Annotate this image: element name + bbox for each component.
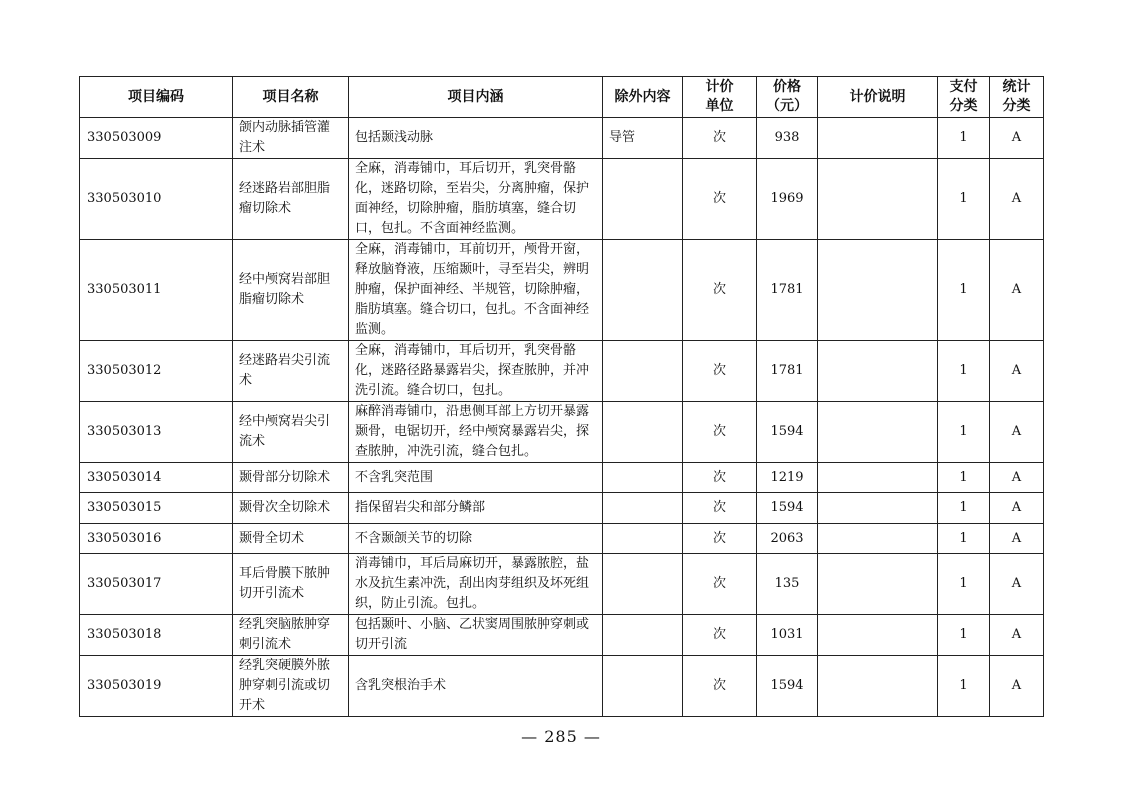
cell-price: 1781 xyxy=(757,341,818,402)
cell-unit: 次 xyxy=(683,554,757,615)
cell-excluded xyxy=(603,554,683,615)
cell-code: 330503011 xyxy=(80,240,233,341)
cell-code: 330503018 xyxy=(80,615,233,656)
cell-stat-category: A xyxy=(990,402,1044,463)
cell-stat-category: A xyxy=(990,240,1044,341)
header-price: 价格 （元） xyxy=(757,77,818,118)
cell-pricing-note xyxy=(818,493,938,524)
cell-pricing-note xyxy=(818,524,938,554)
cell-content: 全麻，消毒铺巾，耳后切开，乳突骨骼化，迷路切除，至岩尖，分离肿瘤，保护面神经，切除肿瘤，脂肪填塞，缝合切口，包扎。不含面神经监测。 xyxy=(349,159,603,240)
cell-excluded: 导管 xyxy=(603,118,683,159)
cell-unit: 次 xyxy=(683,118,757,159)
cell-code: 330503009 xyxy=(80,118,233,159)
table-row xyxy=(80,656,1044,717)
cell-content: 含乳突根治手术 xyxy=(349,656,603,717)
table-row xyxy=(80,402,1044,463)
cell-price: 2063 xyxy=(757,524,818,554)
cell-unit: 次 xyxy=(683,524,757,554)
table-row xyxy=(80,341,1044,402)
cell-stat-category: A xyxy=(990,118,1044,159)
cell-pricing-note xyxy=(818,159,938,240)
cell-unit: 次 xyxy=(683,341,757,402)
table-row xyxy=(80,615,1044,656)
cell-unit: 次 xyxy=(683,493,757,524)
cell-price: 1969 xyxy=(757,159,818,240)
cell-price: 1219 xyxy=(757,463,818,493)
cell-stat-category: A xyxy=(990,493,1044,524)
cell-code: 330503014 xyxy=(80,463,233,493)
cell-excluded xyxy=(603,615,683,656)
cell-pricing-note xyxy=(818,240,938,341)
cell-excluded xyxy=(603,240,683,341)
cell-stat-category: A xyxy=(990,159,1044,240)
cell-excluded xyxy=(603,524,683,554)
cell-content: 麻醉消毒铺巾，沿患侧耳部上方切开暴露颞骨，电锯切开，经中颅窝暴露岩尖，探查脓肿，冲洗引流，缝合包扎。 xyxy=(349,402,603,463)
cell-price: 1031 xyxy=(757,615,818,656)
cell-name: 颌内动脉插管灌注术 xyxy=(233,118,349,159)
cell-content: 指保留岩尖和部分鳞部 xyxy=(349,493,603,524)
cell-code: 330503010 xyxy=(80,159,233,240)
header-content: 项目内涵 xyxy=(349,77,603,118)
header-stat-category: 统计 分类 xyxy=(990,77,1044,118)
cell-pricing-note xyxy=(818,615,938,656)
cell-payment-category: 1 xyxy=(938,341,990,402)
cell-name: 经迷路岩部胆脂瘤切除术 xyxy=(233,159,349,240)
header-name: 项目名称 xyxy=(233,77,349,118)
cell-excluded xyxy=(603,341,683,402)
cell-excluded xyxy=(603,493,683,524)
cell-pricing-note xyxy=(818,554,938,615)
cell-content: 包括颞叶、小脑、乙状窦周围脓肿穿刺或切开引流 xyxy=(349,615,603,656)
cell-unit: 次 xyxy=(683,402,757,463)
cell-name: 经乳突硬膜外脓肿穿刺引流或切开术 xyxy=(233,656,349,717)
cell-excluded xyxy=(603,159,683,240)
header-pricing-note: 计价说明 xyxy=(818,77,938,118)
cell-name: 颞骨次全切除术 xyxy=(233,493,349,524)
cell-code: 330503017 xyxy=(80,554,233,615)
cell-stat-category: A xyxy=(990,656,1044,717)
header-unit: 计价 单位 xyxy=(683,77,757,118)
header-code: 项目编码 xyxy=(80,77,233,118)
cell-code: 330503019 xyxy=(80,656,233,717)
cell-payment-category: 1 xyxy=(938,615,990,656)
cell-name: 经迷路岩尖引流术 xyxy=(233,341,349,402)
cell-unit: 次 xyxy=(683,656,757,717)
table-row xyxy=(80,118,1044,159)
cell-price: 938 xyxy=(757,118,818,159)
cell-price: 1594 xyxy=(757,402,818,463)
cell-content: 不含乳突范围 xyxy=(349,463,603,493)
price-table xyxy=(79,76,1044,717)
cell-payment-category: 1 xyxy=(938,159,990,240)
cell-unit: 次 xyxy=(683,615,757,656)
cell-pricing-note xyxy=(818,341,938,402)
cell-price: 135 xyxy=(757,554,818,615)
cell-name: 经中颅窝岩部胆脂瘤切除术 xyxy=(233,240,349,341)
table-row xyxy=(80,524,1044,554)
cell-name: 颞骨部分切除术 xyxy=(233,463,349,493)
cell-content: 消毒铺巾，耳后局麻切开，暴露脓腔，盐水及抗生素冲洗，刮出肉芽组织及坏死组织，防止引流。包扎。 xyxy=(349,554,603,615)
table-row xyxy=(80,493,1044,524)
cell-unit: 次 xyxy=(683,159,757,240)
cell-stat-category: A xyxy=(990,554,1044,615)
cell-code: 330503012 xyxy=(80,341,233,402)
cell-payment-category: 1 xyxy=(938,402,990,463)
cell-pricing-note xyxy=(818,463,938,493)
cell-price: 1594 xyxy=(757,493,818,524)
page-number: — 285 — xyxy=(521,727,601,746)
cell-name: 经中颅窝岩尖引流术 xyxy=(233,402,349,463)
table-row xyxy=(80,159,1044,240)
cell-payment-category: 1 xyxy=(938,656,990,717)
cell-name: 颞骨全切术 xyxy=(233,524,349,554)
cell-code: 330503016 xyxy=(80,524,233,554)
table-header-row xyxy=(80,77,1044,118)
header-excluded: 除外内容 xyxy=(603,77,683,118)
cell-unit: 次 xyxy=(683,240,757,341)
cell-name: 耳后骨膜下脓肿切开引流术 xyxy=(233,554,349,615)
cell-stat-category: A xyxy=(990,524,1044,554)
cell-content: 不含颞颌关节的切除 xyxy=(349,524,603,554)
table-row xyxy=(80,554,1044,615)
cell-payment-category: 1 xyxy=(938,463,990,493)
cell-payment-category: 1 xyxy=(938,524,990,554)
cell-name: 经乳突脑脓肿穿刺引流术 xyxy=(233,615,349,656)
cell-stat-category: A xyxy=(990,463,1044,493)
cell-excluded xyxy=(603,656,683,717)
cell-pricing-note xyxy=(818,656,938,717)
cell-payment-category: 1 xyxy=(938,493,990,524)
cell-price: 1594 xyxy=(757,656,818,717)
cell-pricing-note xyxy=(818,118,938,159)
cell-content: 全麻，消毒铺巾，耳前切开，颅骨开窗，释放脑脊液，压缩颞叶，寻至岩尖，辨明肿瘤，保护面神经、半规管，切除肿瘤，脂肪填塞。缝合切口，包扎。不含面神经监测。 xyxy=(349,240,603,341)
cell-price: 1781 xyxy=(757,240,818,341)
cell-pricing-note xyxy=(818,402,938,463)
cell-payment-category: 1 xyxy=(938,240,990,341)
cell-stat-category: A xyxy=(990,341,1044,402)
table-row xyxy=(80,240,1044,341)
cell-content: 全麻，消毒铺巾，耳后切开，乳突骨骼化，迷路径路暴露岩尖，探查脓肿，并冲洗引流。缝合切口，包扎。 xyxy=(349,341,603,402)
cell-payment-category: 1 xyxy=(938,118,990,159)
cell-code: 330503015 xyxy=(80,493,233,524)
header-payment-category: 支付 分类 xyxy=(938,77,990,118)
cell-unit: 次 xyxy=(683,463,757,493)
table-row xyxy=(80,463,1044,493)
cell-payment-category: 1 xyxy=(938,554,990,615)
cell-excluded xyxy=(603,402,683,463)
cell-excluded xyxy=(603,463,683,493)
cell-content: 包括颞浅动脉 xyxy=(349,118,603,159)
cell-code: 330503013 xyxy=(80,402,233,463)
cell-stat-category: A xyxy=(990,615,1044,656)
